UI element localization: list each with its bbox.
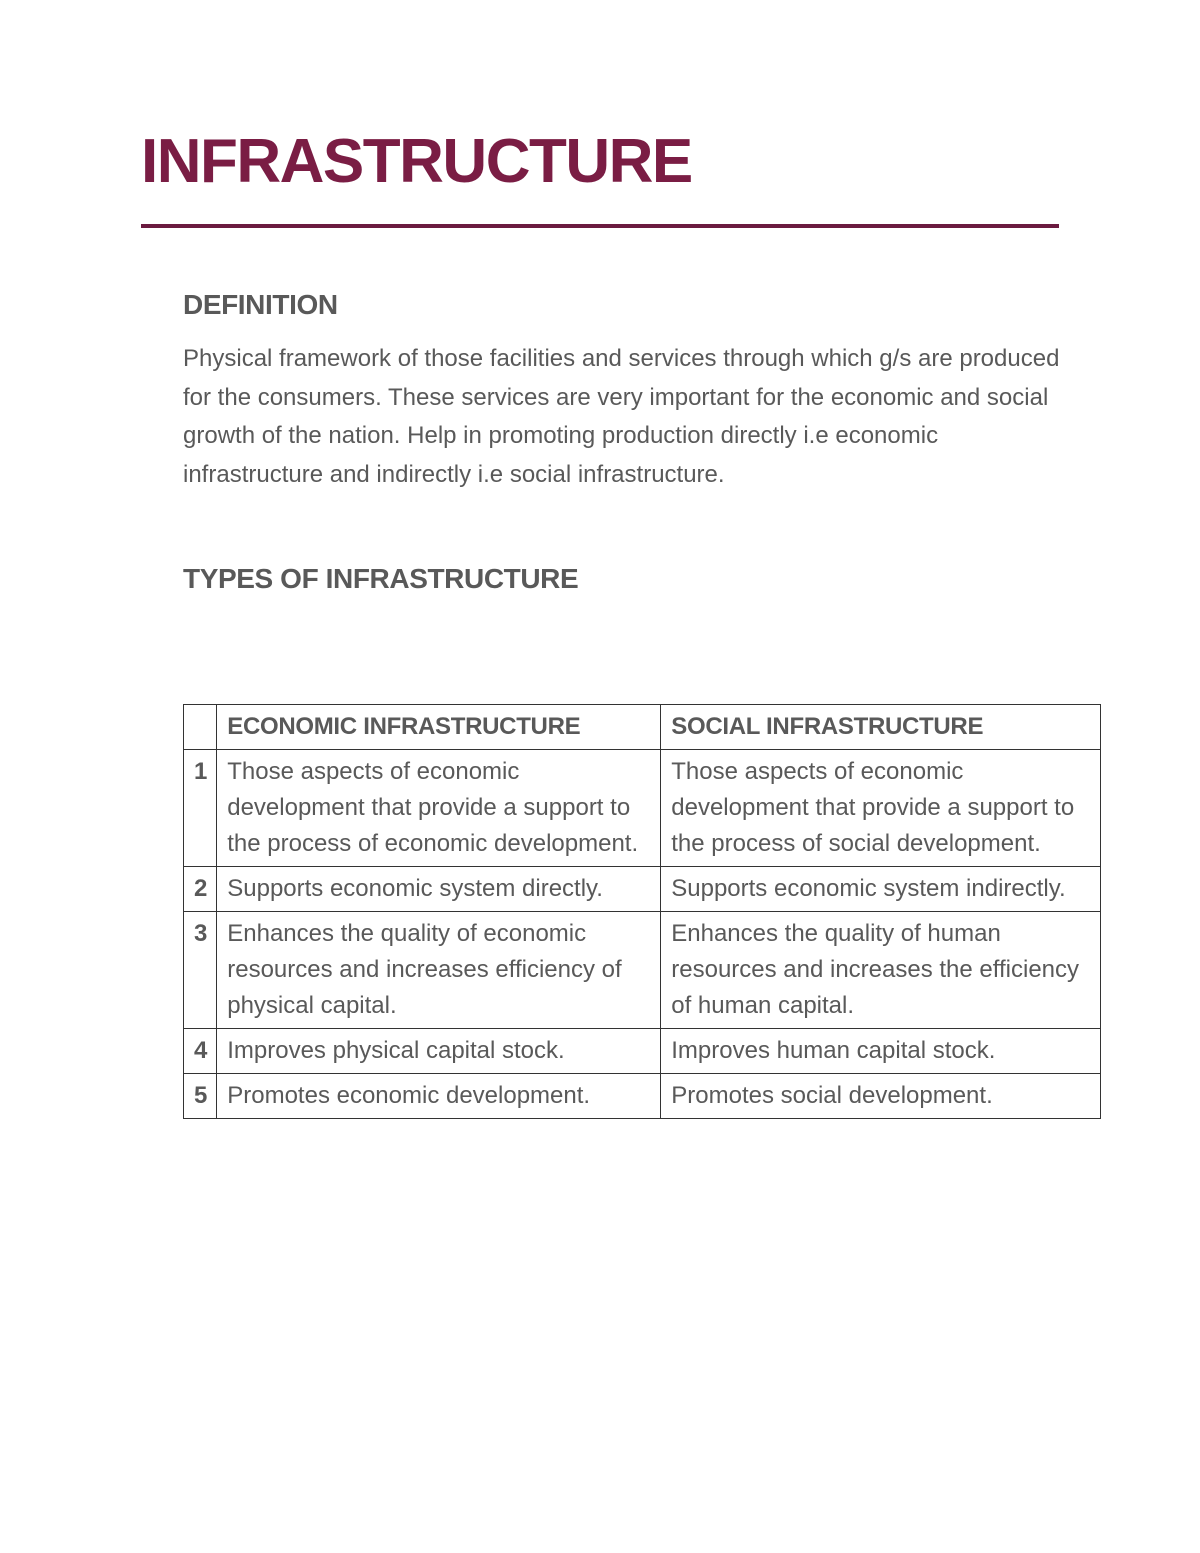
document-body — [183, 286, 1083, 598]
definition-heading: DEFINITION — [183, 289, 338, 320]
table-row — [184, 1074, 1101, 1119]
social-cell: Supports economic system indirectly. — [661, 867, 1101, 912]
table-header-row — [184, 705, 1101, 750]
row-number: 3 — [184, 912, 217, 1029]
infrastructure-types-table — [183, 704, 1101, 1119]
table-header-social: SOCIAL INFRASTRUCTURE — [661, 705, 1101, 750]
row-number: 2 — [184, 867, 217, 912]
types-heading: TYPES OF INFRASTRUCTURE — [183, 563, 579, 594]
economic-cell: Those aspects of economic development that provide a support to the process of economic development. — [217, 750, 661, 867]
economic-cell: Improves physical capital stock. — [217, 1029, 661, 1074]
social-cell: Those aspects of economic development that provide a support to the process of social development. — [661, 750, 1101, 867]
definition-text: Physical framework of those facilities and services through which g/s are produced for the consumers. These services are very important for the economic and social growth of the nation. Help in promoting production directly i.e economic infrastructure and indirectly i.e social infrastructure. — [183, 345, 1060, 488]
economic-cell: Supports economic system directly. — [217, 867, 661, 912]
table-row — [184, 912, 1101, 1029]
table-row — [184, 750, 1101, 867]
table-row — [184, 1029, 1101, 1074]
table-header-number — [184, 705, 217, 750]
table-header-economic: ECONOMIC INFRASTRUCTURE — [217, 705, 661, 750]
economic-cell: Promotes economic development. — [217, 1074, 661, 1119]
table-row — [184, 867, 1101, 912]
document-title: INFRASTRUCTURE — [141, 127, 692, 196]
row-number: 5 — [184, 1074, 217, 1119]
economic-cell: Enhances the quality of economic resources and increases efficiency of physical capital. — [217, 912, 661, 1029]
row-number: 4 — [184, 1029, 217, 1074]
title-divider — [141, 224, 1059, 228]
row-number: 1 — [184, 750, 217, 867]
social-cell: Improves human capital stock. — [661, 1029, 1101, 1074]
social-cell: Promotes social development. — [661, 1074, 1101, 1119]
social-cell: Enhances the quality of human resources and increases the efficiency of human capital. — [661, 912, 1101, 1029]
